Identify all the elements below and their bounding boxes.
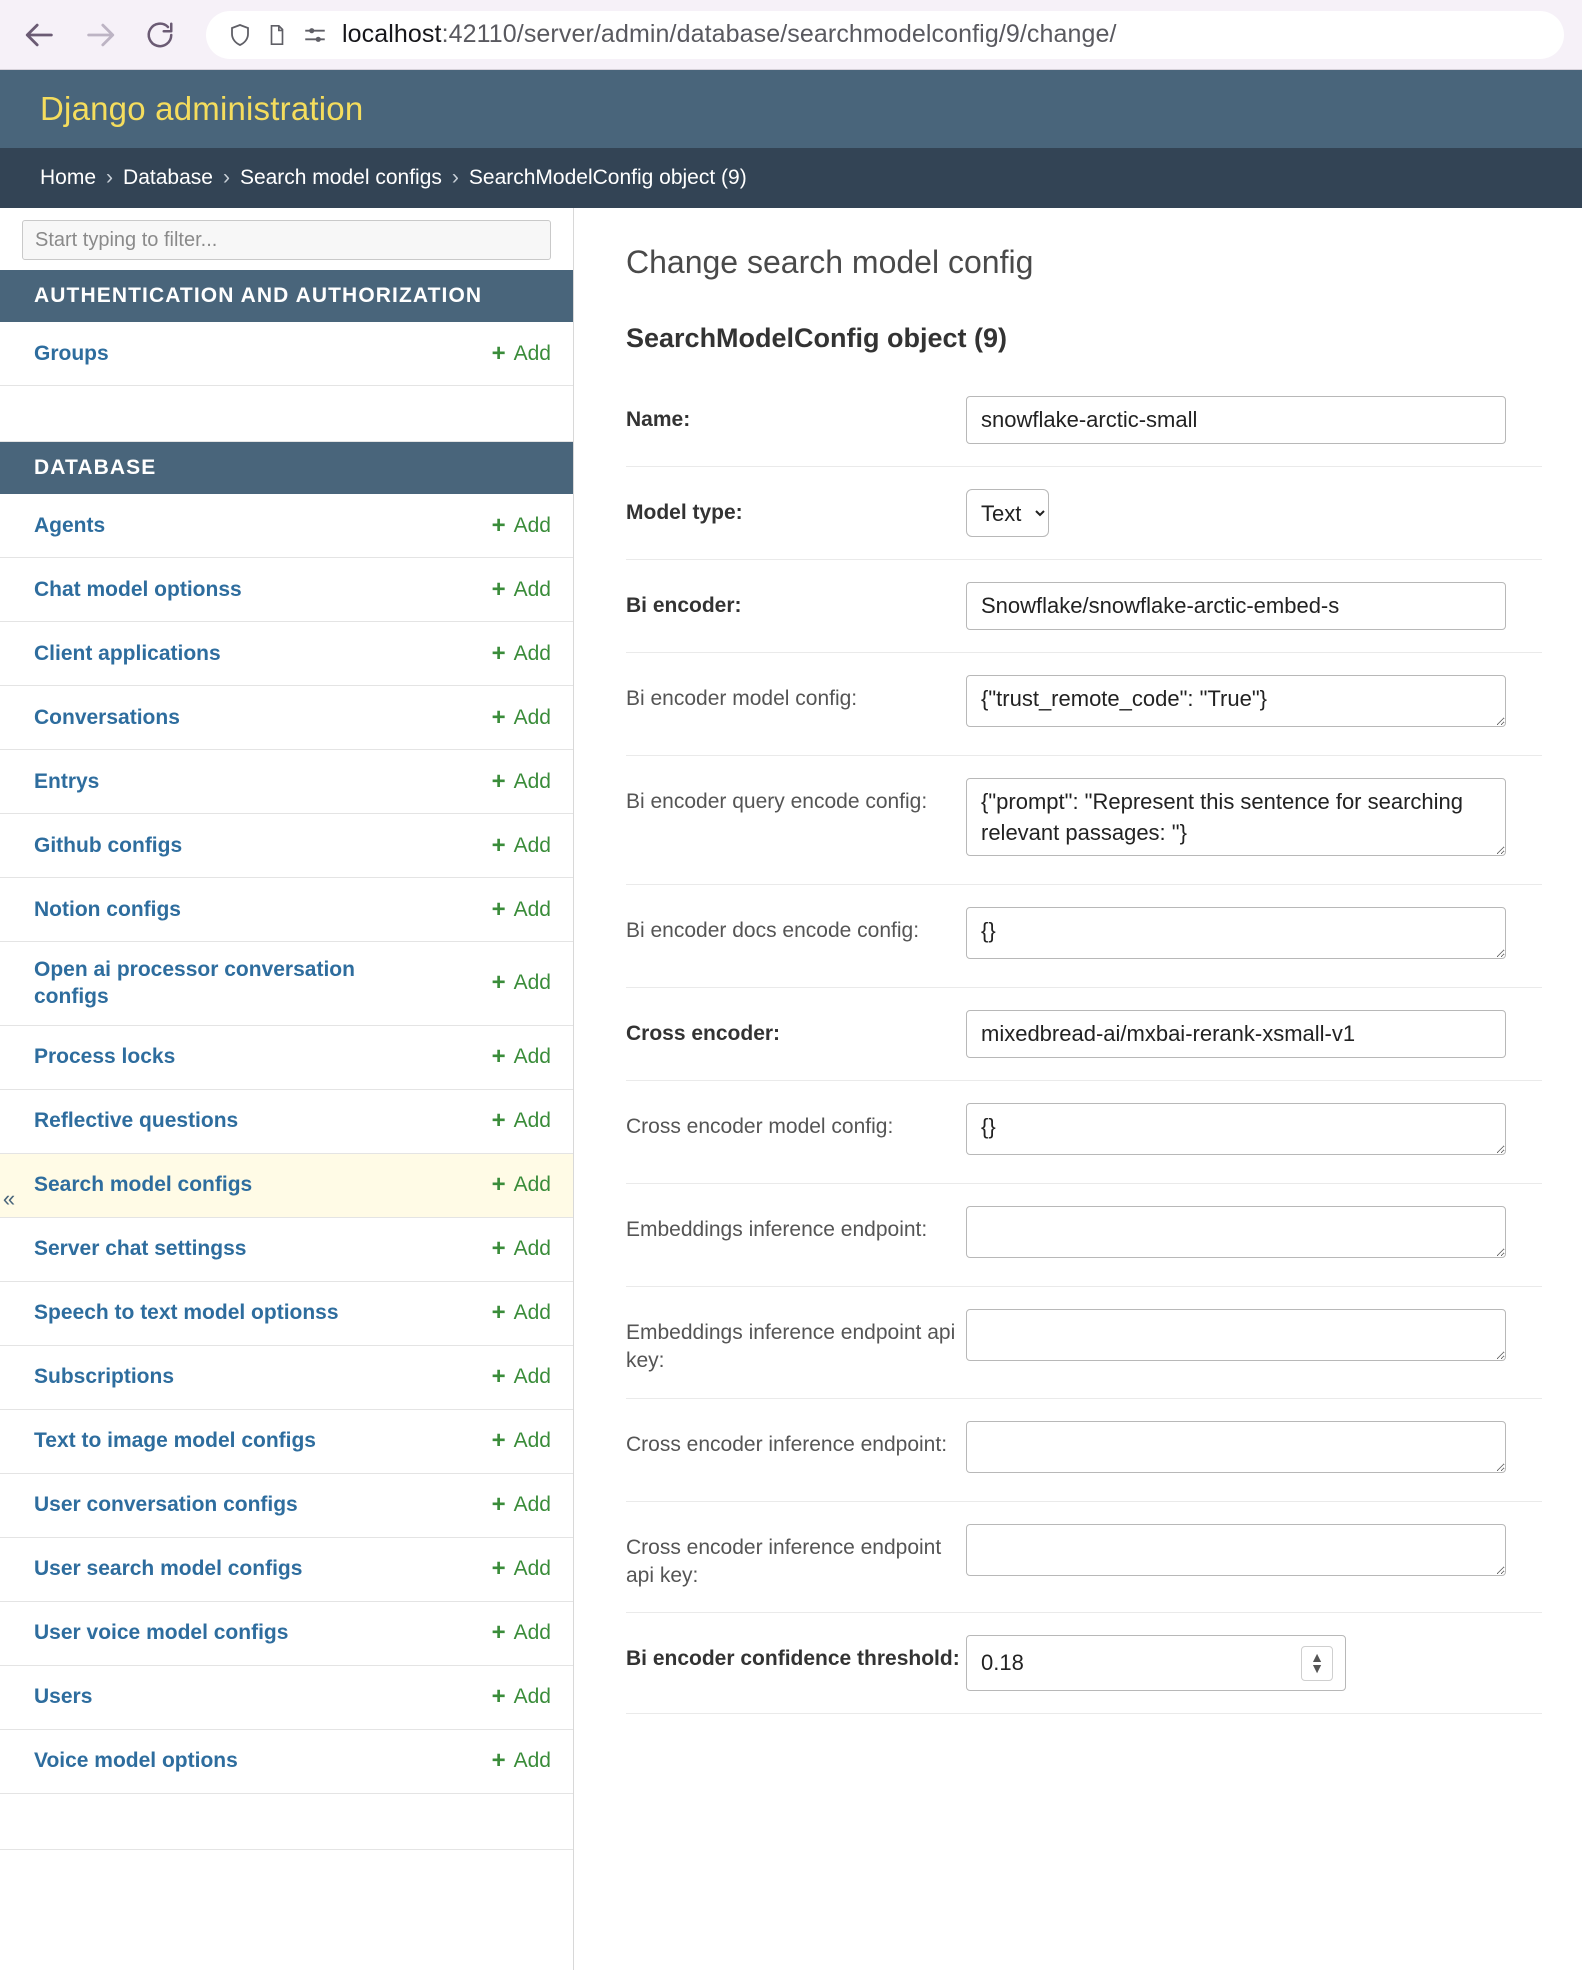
add-label: Add	[513, 577, 551, 601]
bi-encoder-confidence-threshold-input[interactable]	[966, 1635, 1346, 1691]
field-row-bi-encoder	[626, 560, 1542, 653]
sidebar-collapse-toggle[interactable]: «	[2, 1186, 16, 1211]
add-label: Add	[513, 833, 551, 857]
sidebar-item-conversations[interactable]	[0, 686, 573, 750]
plus-icon: +	[491, 703, 506, 731]
sidebar-item-label[interactable]: Process locks	[34, 1045, 176, 1069]
plus-icon: +	[491, 767, 506, 795]
field-row-model-type	[626, 467, 1542, 560]
add-label: Add	[513, 1237, 551, 1261]
field-control	[966, 778, 1542, 862]
sidebar-item-label[interactable]: Open ai processor conversation configs	[34, 958, 355, 1009]
add-text-to-image-model-configs-link[interactable]	[492, 1429, 551, 1453]
add-chat-model-optionss-link[interactable]	[491, 575, 551, 603]
threshold-value: 0.18	[981, 1650, 1024, 1676]
add-conversations-link[interactable]	[491, 703, 551, 731]
sidebar-item-search-model-configs[interactable]	[0, 1154, 573, 1218]
back-arrow-icon[interactable]	[18, 13, 62, 57]
add-label: Add	[513, 705, 551, 729]
sidebar-item-chat-model-optionss[interactable]	[0, 558, 573, 622]
add-label: Add	[513, 1621, 551, 1645]
plus-icon: +	[491, 1043, 506, 1071]
field-label: Cross encoder inference endpoint:	[626, 1432, 948, 1456]
sidebar-item-label[interactable]: Notion configs	[34, 897, 181, 921]
add-open-ai-processor-conversation-configs-link[interactable]	[492, 971, 551, 995]
name-input[interactable]	[966, 396, 1506, 444]
plus-icon: +	[491, 1299, 506, 1327]
sidebar-item-user-voice-model-configs[interactable]	[0, 1602, 573, 1666]
plus-icon: +	[491, 969, 506, 997]
sidebar-item-open-ai-processor-conversation-configs[interactable]	[0, 942, 573, 1026]
url-bar[interactable]	[206, 11, 1564, 59]
site-title[interactable]: Django administration	[40, 90, 364, 127]
field-control	[966, 1103, 1542, 1161]
field-label: Embeddings inference endpoint api key:	[626, 1321, 956, 1373]
sidebar-spacer-bottom	[0, 1794, 573, 1850]
sidebar-group-database-header: DATABASE	[0, 442, 573, 494]
add-label: Add	[513, 1045, 551, 1069]
field-control	[966, 489, 1542, 537]
sidebar-item-label[interactable]: Reflective questions	[34, 1109, 239, 1133]
sidebar-item-label[interactable]: Subscriptions	[34, 1365, 175, 1389]
plus-icon: +	[491, 831, 506, 859]
bi-encoder-query-encode-config-textarea[interactable]	[966, 778, 1506, 856]
field-row-bi-encoder-confidence-threshold	[626, 1613, 1542, 1714]
plus-icon: +	[491, 511, 506, 539]
field-row-name	[626, 374, 1542, 467]
field-control	[966, 396, 1542, 444]
sidebar-item-speech-to-text-model-optionss[interactable]	[0, 1282, 573, 1346]
plus-icon: +	[491, 1235, 506, 1263]
sidebar-item-user-search-model-configs[interactable]	[0, 1538, 573, 1602]
bi-encoder-input[interactable]	[966, 582, 1506, 630]
add-label: Add	[513, 1557, 551, 1581]
sidebar	[0, 208, 574, 1970]
add-subscriptions-link[interactable]	[492, 1365, 551, 1389]
plus-icon: +	[491, 1491, 506, 1519]
quantity-stepper[interactable]	[1301, 1646, 1333, 1682]
plus-icon: +	[491, 1619, 506, 1647]
field-label: Embeddings inference endpoint:	[626, 1218, 928, 1241]
field-row-bi-encoder-model-config	[626, 653, 1542, 756]
sidebar-item-label[interactable]: Speech to text model optionss	[34, 1301, 339, 1325]
add-label: Add	[513, 1109, 551, 1133]
sidebar-item-label[interactable]: User search model configs	[34, 1557, 303, 1581]
add-label: Add	[513, 1173, 551, 1197]
field-label: Bi encoder:	[626, 594, 742, 617]
field-control	[966, 1309, 1542, 1367]
sidebar-item-label[interactable]: Voice model options	[34, 1749, 238, 1773]
field-control	[966, 1635, 1542, 1691]
sidebar-item-github-configs[interactable]	[0, 814, 573, 878]
browser-toolbar	[0, 0, 1582, 70]
field-label: Cross encoder inference endpoint api key:	[626, 1535, 942, 1588]
field-control	[966, 1010, 1542, 1058]
sidebar-item-agents[interactable]	[0, 494, 573, 558]
add-notion-configs-link[interactable]	[491, 895, 551, 923]
sidebar-item-label[interactable]: User voice model configs	[34, 1621, 289, 1645]
embeddings-inference-endpoint-textarea[interactable]	[966, 1206, 1506, 1258]
add-user-conversation-configs-link[interactable]	[492, 1493, 551, 1517]
sidebar-group-auth-header: AUTHENTICATION AND AUTHORIZATION	[0, 270, 573, 322]
sidebar-item-label[interactable]: Text to image model configs	[34, 1429, 316, 1453]
sidebar-item-label[interactable]: Agents	[34, 513, 106, 537]
sidebar-item-label[interactable]: Conversations	[34, 705, 180, 729]
cross-encoder-inference-endpoint-api-key-textarea[interactable]	[966, 1524, 1506, 1576]
sidebar-item-reflective-questions[interactable]	[0, 1090, 573, 1154]
add-label: Add	[513, 513, 551, 537]
plus-icon: +	[491, 575, 506, 603]
add-label: Add	[513, 769, 551, 793]
field-control	[966, 1206, 1542, 1264]
field-control	[966, 1421, 1542, 1479]
field-row-cross-encoder-model-config	[626, 1081, 1542, 1184]
add-reflective-questions-link[interactable]	[492, 1109, 551, 1133]
site-permissions-icon[interactable]	[302, 22, 328, 48]
sidebar-item-label[interactable]: Entrys	[34, 769, 100, 793]
sidebar-item-entrys[interactable]	[0, 750, 573, 814]
url-host: localhost	[342, 20, 442, 48]
embeddings-inference-endpoint-api-key-textarea[interactable]	[966, 1309, 1506, 1361]
sidebar-item-label[interactable]: User conversation configs	[34, 1493, 298, 1517]
field-row-bi-encoder-docs-encode-config	[626, 885, 1542, 988]
field-control	[966, 1524, 1542, 1582]
sidebar-item-notion-configs[interactable]	[0, 878, 573, 942]
field-control	[966, 675, 1542, 733]
add-user-search-model-configs-link[interactable]	[492, 1557, 551, 1581]
plus-icon: +	[491, 1363, 506, 1391]
add-label: Add	[513, 1365, 551, 1389]
sidebar-item-client-applications[interactable]	[0, 622, 573, 686]
model-type-select[interactable]	[966, 489, 1049, 537]
field-label: Bi encoder confidence threshold:	[626, 1647, 960, 1671]
sidebar-item-process-locks[interactable]	[0, 1026, 573, 1090]
bi-encoder-docs-encode-config-textarea[interactable]	[966, 907, 1506, 959]
sidebar-item-text-to-image-model-configs[interactable]	[0, 1410, 573, 1474]
field-row-cross-encoder	[626, 988, 1542, 1081]
sidebar-spacer	[0, 386, 573, 442]
add-speech-to-text-model-optionss-link[interactable]	[492, 1301, 551, 1325]
add-label: Add	[513, 341, 551, 365]
add-label: Add	[513, 1493, 551, 1517]
breadcrumb-item-search-model-configs[interactable]: Search model configs	[239, 166, 442, 189]
reload-icon[interactable]	[138, 13, 182, 57]
add-label: Add	[513, 897, 551, 921]
plus-icon: +	[491, 639, 506, 667]
url-path: :42110/server/admin/database/searchmodelconfig/9/change/	[441, 20, 1117, 48]
field-label: Name:	[626, 408, 691, 431]
plus-icon: +	[491, 1107, 506, 1135]
plus-icon: +	[491, 1555, 506, 1583]
add-label: Add	[513, 1429, 551, 1453]
field-control	[966, 907, 1542, 965]
shield-icon	[228, 22, 252, 48]
page-title: Change search model config	[626, 244, 1034, 280]
sidebar-item-users[interactable]	[0, 1666, 573, 1730]
sidebar-item-label[interactable]: Client applications	[34, 641, 221, 665]
sidebar-filter-wrap	[0, 208, 573, 270]
sidebar-item-label[interactable]: Groups	[34, 341, 109, 365]
plus-icon: +	[491, 895, 506, 923]
add-client-applications-link[interactable]	[491, 639, 551, 667]
field-row-cross-encoder-inference-endpoint	[626, 1399, 1542, 1502]
plus-icon: +	[491, 1427, 506, 1455]
stepper-up-icon[interactable]: ▲	[1310, 1648, 1324, 1665]
breadcrumb-separator: ›	[222, 166, 230, 189]
stepper-down-icon[interactable]: ▼	[1310, 1660, 1324, 1677]
add-label: Add	[513, 1301, 551, 1325]
object-title: SearchModelConfig object (9)	[626, 323, 1008, 353]
add-label: Add	[513, 1685, 551, 1709]
cross-encoder-input[interactable]	[966, 1010, 1506, 1058]
sidebar-item-label[interactable]: Users	[34, 1685, 93, 1709]
field-label: Bi encoder query encode config:	[626, 790, 928, 813]
main-content	[574, 208, 1582, 1970]
forward-arrow-icon[interactable]	[78, 13, 122, 57]
add-process-locks-link[interactable]	[492, 1045, 551, 1069]
site-header	[0, 70, 1582, 148]
sidebar-item-server-chat-settingss[interactable]	[0, 1218, 573, 1282]
breadcrumb-separator: ›	[451, 166, 459, 189]
page-body	[0, 208, 1582, 1970]
breadcrumb	[0, 148, 1582, 208]
field-label: Cross encoder:	[626, 1022, 781, 1045]
add-entrys-link[interactable]	[491, 767, 551, 795]
add-label: Add	[513, 641, 551, 665]
add-label: Add	[513, 971, 551, 995]
sidebar-item-label[interactable]: Server chat settingss	[34, 1237, 247, 1261]
add-label: Add	[513, 1749, 551, 1773]
add-search-model-configs-link[interactable]	[492, 1173, 551, 1197]
plus-icon: +	[491, 1171, 506, 1199]
cross-encoder-model-config-textarea[interactable]	[966, 1103, 1506, 1155]
sidebar-item-label[interactable]: Github configs	[34, 833, 183, 857]
field-label: Bi encoder docs encode config:	[626, 919, 920, 942]
field-control	[966, 582, 1542, 630]
breadcrumb-item-home[interactable]: Home	[40, 166, 97, 189]
field-row-cross-encoder-inference-endpoint-api-key	[626, 1502, 1542, 1614]
breadcrumb-item-database[interactable]: Database	[123, 166, 213, 189]
plus-icon: +	[491, 339, 506, 367]
sidebar-item-label[interactable]: Chat model optionss	[34, 577, 242, 601]
plus-icon: +	[491, 1747, 506, 1775]
add-agents-link[interactable]	[491, 511, 551, 539]
sidebar-item-voice-model-options[interactable]	[0, 1730, 573, 1794]
field-label: Cross encoder model config:	[626, 1115, 894, 1138]
bi-encoder-model-config-textarea[interactable]	[966, 675, 1506, 727]
add-user-voice-model-configs-link[interactable]	[492, 1621, 551, 1645]
sidebar-item-label[interactable]: Search model configs	[34, 1173, 253, 1197]
breadcrumb-item-current: SearchModelConfig object (9)	[468, 166, 747, 189]
field-row-bi-encoder-query-encode-config	[626, 756, 1542, 885]
page-icon	[266, 22, 288, 48]
plus-icon: +	[491, 1683, 506, 1711]
url-text	[342, 20, 1117, 49]
sidebar-filter-input[interactable]	[22, 220, 551, 260]
breadcrumb-separator: ›	[106, 166, 114, 189]
sidebar-item-groups[interactable]	[0, 322, 573, 386]
add-groups-link[interactable]	[491, 339, 551, 367]
field-label: Bi encoder model config:	[626, 687, 858, 710]
field-row-embeddings-inference-endpoint-api-key	[626, 1287, 1542, 1399]
add-users-link[interactable]	[492, 1685, 551, 1709]
sidebar-item-user-conversation-configs[interactable]	[0, 1474, 573, 1538]
field-row-embeddings-inference-endpoint	[626, 1184, 1542, 1287]
field-label: Model type:	[626, 501, 743, 524]
add-voice-model-options-link[interactable]	[492, 1749, 551, 1773]
add-server-chat-settingss-link[interactable]	[492, 1237, 551, 1261]
sidebar-item-subscriptions[interactable]	[0, 1346, 573, 1410]
cross-encoder-inference-endpoint-textarea[interactable]	[966, 1421, 1506, 1473]
add-github-configs-link[interactable]	[491, 831, 551, 859]
